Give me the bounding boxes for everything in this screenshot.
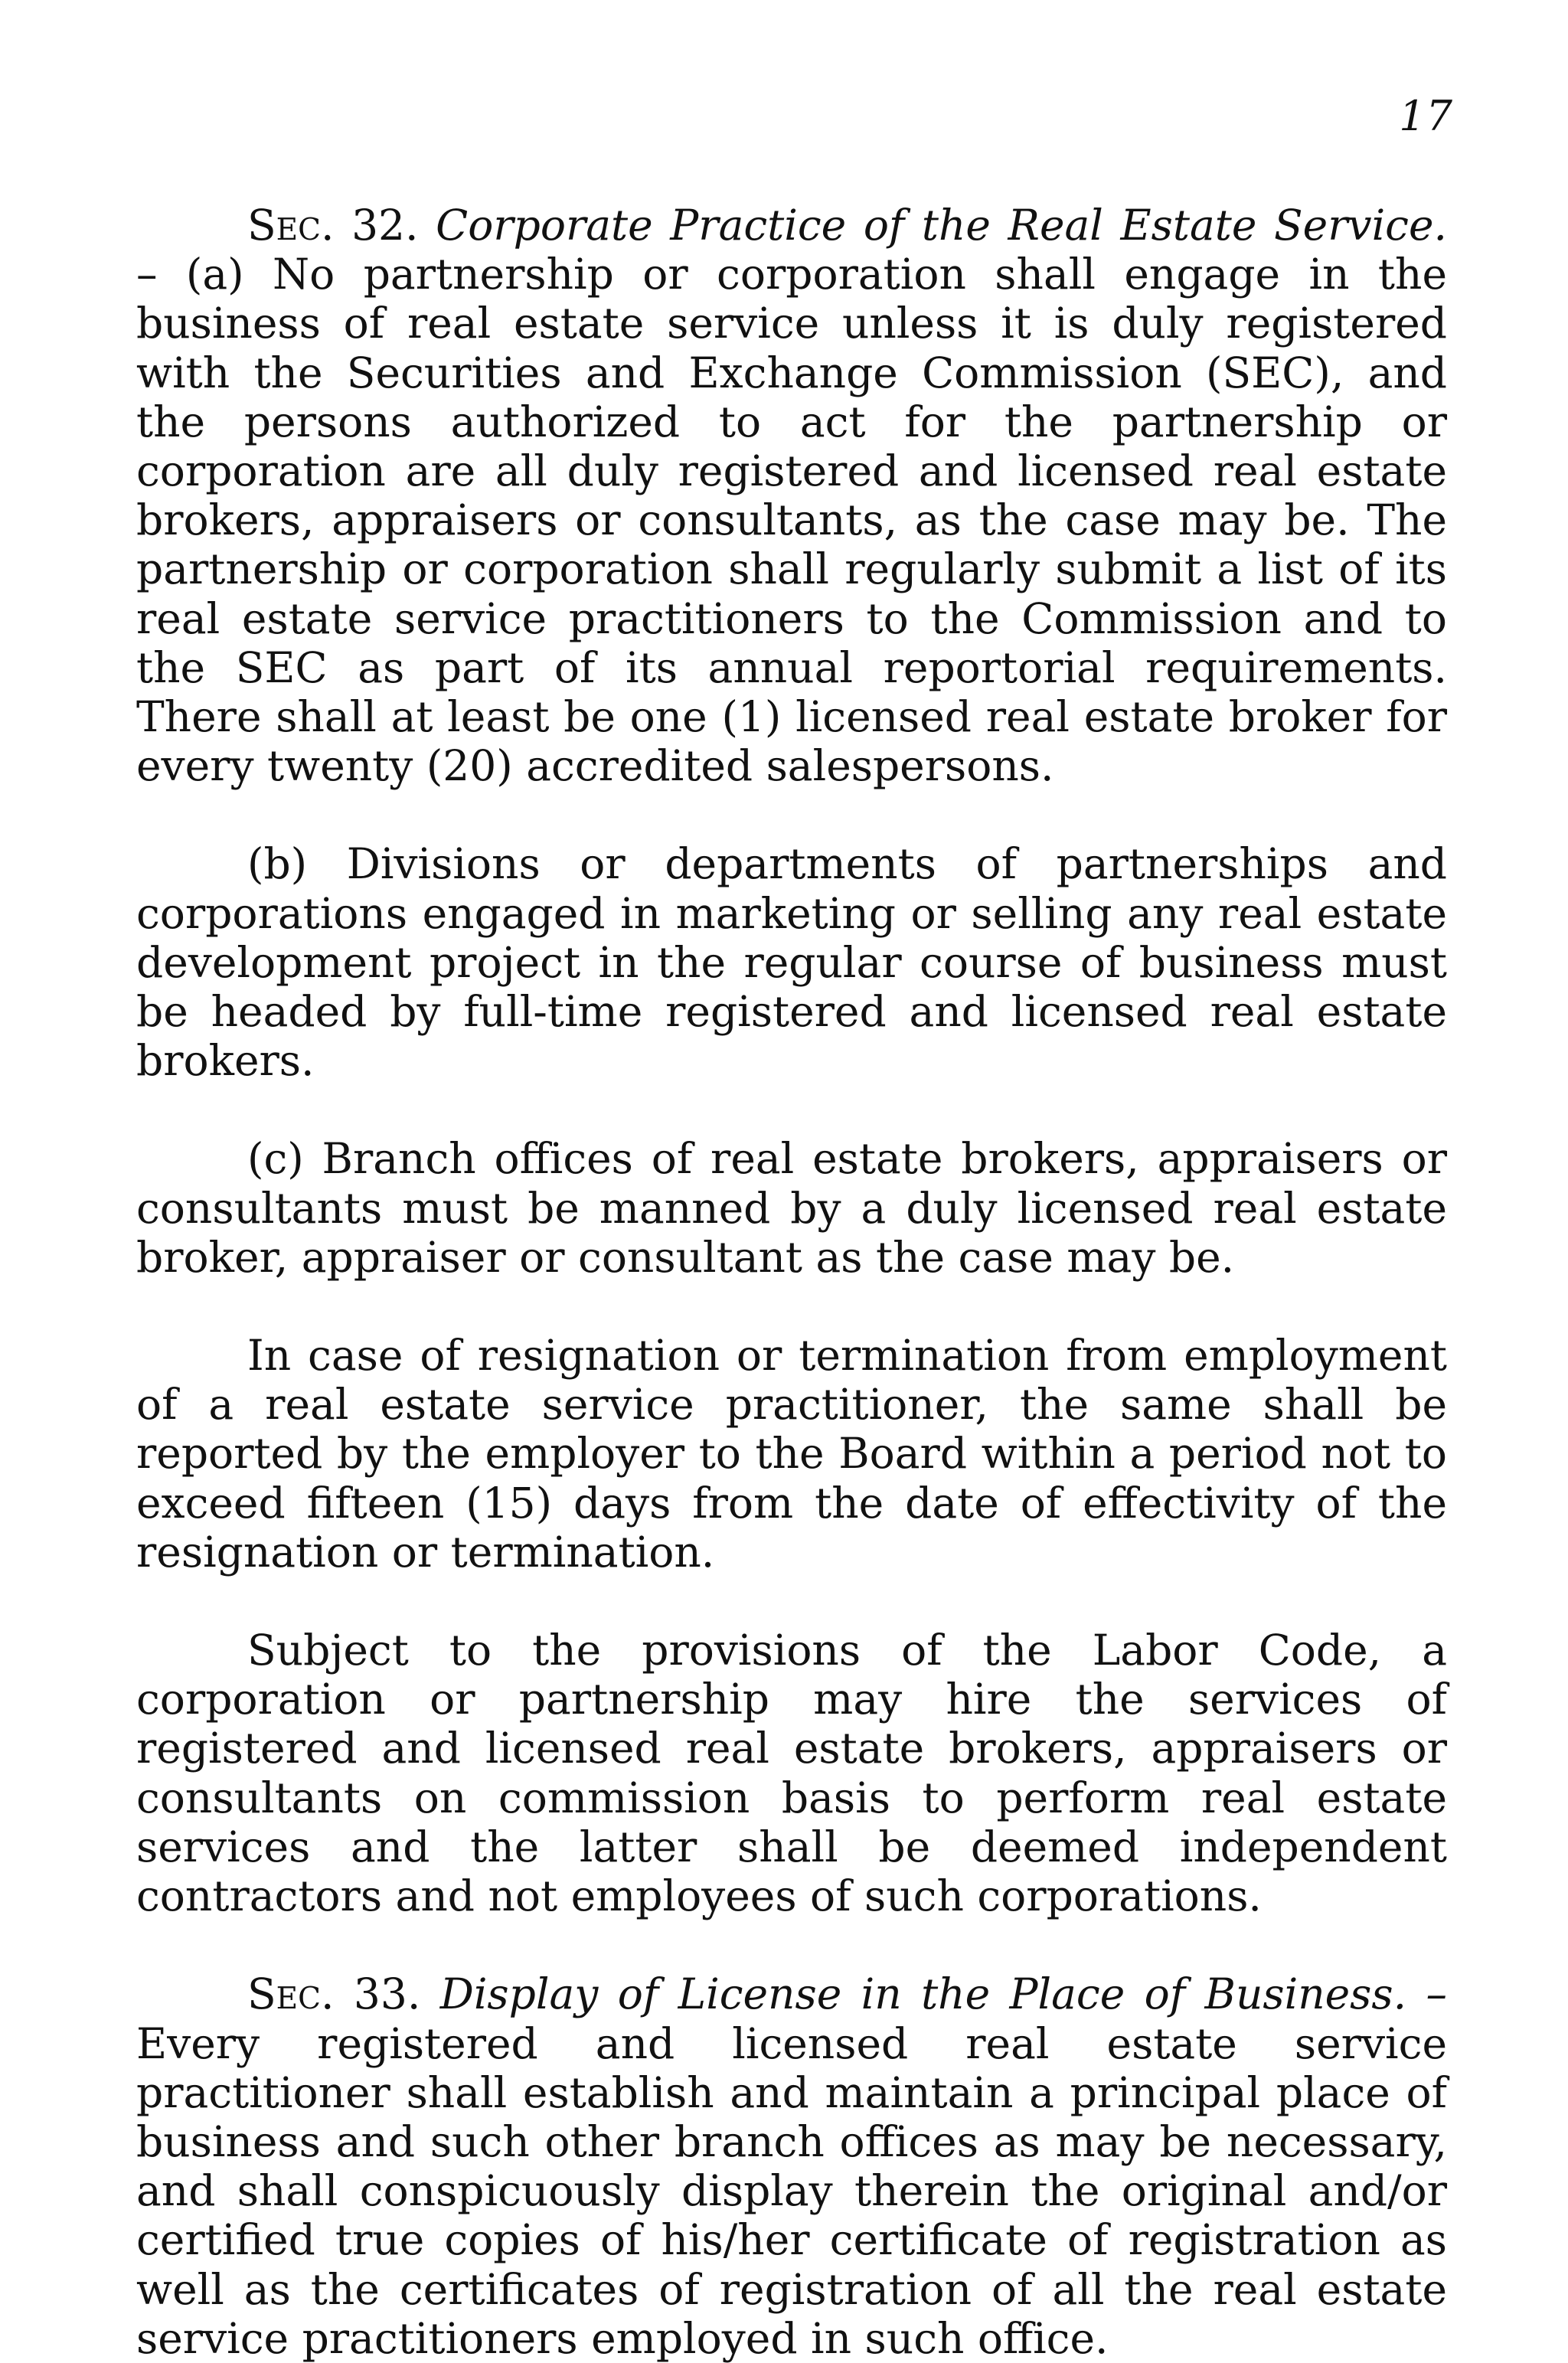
sec32-labor-code-paragraph: Subject to the provisions of the Labor Code, a corporation or partnership may hire the services of registered and licensed real estate brokers, appraisers or consultants on commission basis to perform real estate services and the latter shall be deemed independent contractors and not employees of such corporations. — [136, 1626, 1447, 1921]
sec32-label: Sec. 32. — [247, 201, 419, 250]
sec32-paragraph-b: (b) Divisions or departments of partnerships and corporations engaged in marketing or selling any real estate development project in the regular course of business must be headed by full-time registered and licensed real estate brokers. — [136, 839, 1447, 1086]
sec32-paragraph-c: (c) Branch offices of real estate brokers, appraisers or consultants must be manned by a duly licensed real estate broker, appraiser or consultant as the case may be. — [136, 1134, 1447, 1282]
sec32-title: Corporate Practice of the Real Estate Service. — [436, 201, 1448, 250]
sec33-text: Every registered and licensed real estate service practitioner shall establish and maintain a principal place of business and such other branch offices as may be necessary, and shall conspicuously display therein the original and/or certified true copies of his/her certificate of registration as well as the certificates of registration of all the real estate service practitioners employed in such office. — [136, 2018, 1447, 2363]
sec32-resignation-paragraph: In case of resignation or termination from employment of a real estate service practitioner, the same shall be reported by the employer to the Board within a period not to exceed fifteen (15) days from the date of effectivity of the resignation or termination. — [136, 1331, 1447, 1577]
sec33-title: Display of License in the Place of Business. – — [439, 1969, 1448, 2019]
page-number: 17 — [1399, 92, 1453, 140]
sec33-paragraph — [136, 1969, 1447, 2363]
sec32-paragraph-a — [136, 201, 1447, 790]
page-body — [136, 201, 1447, 2363]
sec32-a-text: – (a) No partnership or corporation shall engage in the business of real estate service unless it is duly registered with the Securities and Exchange Commission (SEC), and the persons authorized to act for the partnership or corporation are all duly registered and licensed real estate brokers, appraisers or consultants, as the case may be. The partnership or corporation shall regularly submit a list of its real estate service practitioners to the Commission and to the SEC as part of its annual reportorial requirements. There shall at least be one (1) licensed real estate broker for every twenty (20) accredited salespersons. — [136, 250, 1447, 791]
sec33-label: Sec. 33. — [247, 1969, 421, 2019]
